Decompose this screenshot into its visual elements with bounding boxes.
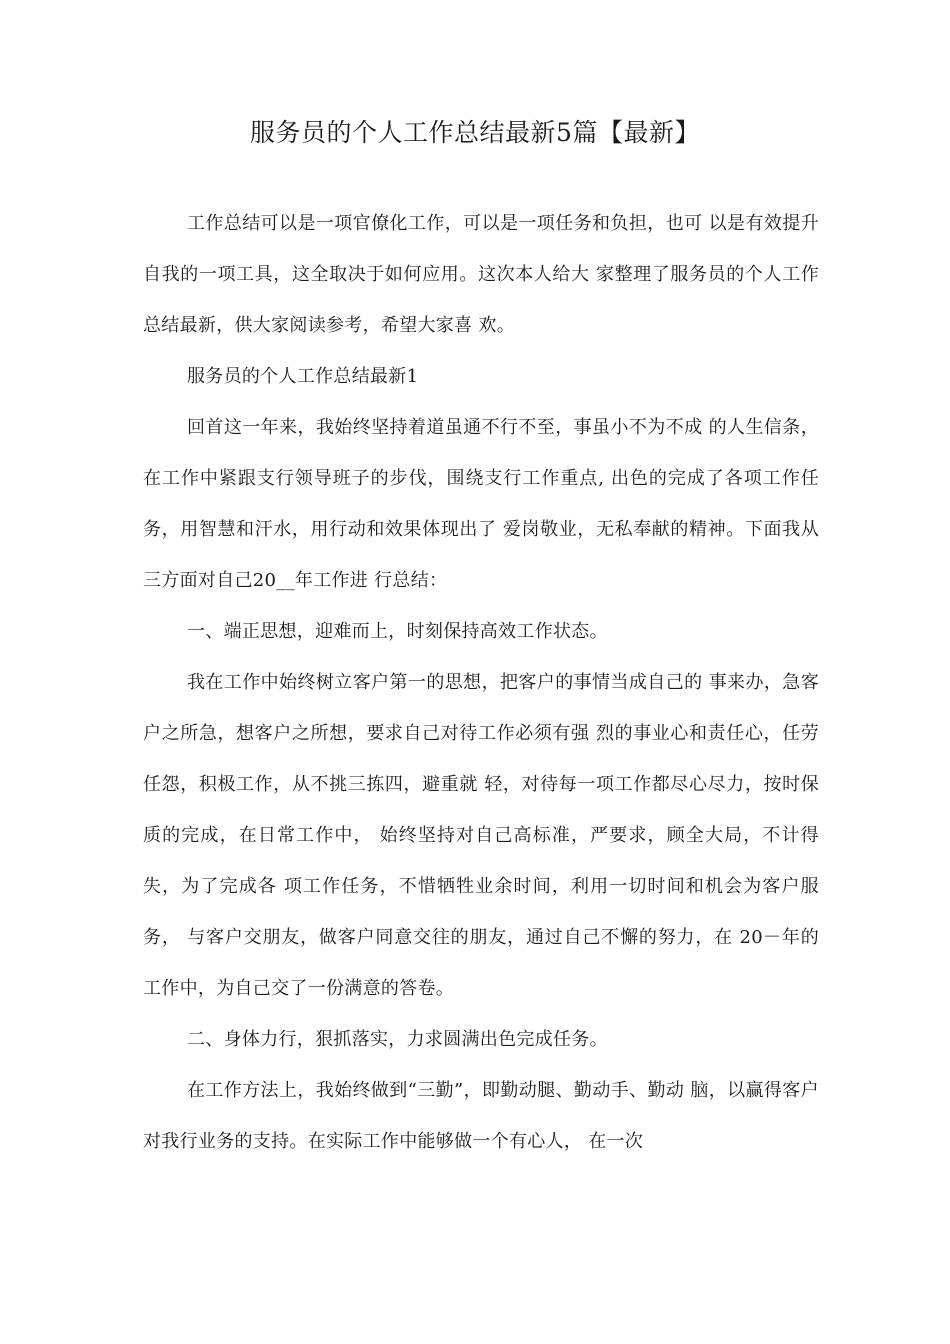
document-body (143, 198, 819, 1167)
section-heading-1: 服务员的个人工作总结最新1 (187, 366, 419, 387)
body-paragraph: 我在工作中始终树立客户第一的思想，把客户的事情当成自己的 事来办，急客户之所急，想客户之所想，要求自己对待工作必须有强 烈的事业心和责任心，任劳任怨，积极工作，从不挑三拣四，避重就 轻，对待每一项工作都尽心尽力，按时保质的完成，在日常工作中， 始终坚持对自己高标准，严要求，顾全大局，不计得失，为了完成各 项工作任务，不惜牺牲业余时间，利用一切时间和机会为客户服务， 与客户交朋友，做客户同意交往的朋友，通过自己不懈的努力，在 20－年的工作中，为自己交了一份满意的答卷。 (143, 672, 819, 999)
subheading-2: 二、身体力行，狠抓落实，力求圆满出色完成任务。 (187, 1029, 608, 1050)
subheading-1: 一、端正思想，迎难而上，时刻保持高效工作状态。 (187, 621, 608, 642)
body-paragraph: 在工作方法上，我始终做到“三勤”，即勤动腿、勤动手、勤动 脑，以赢得客户对我行业务的支持。在实际工作中能够做一个有心人， 在一次 (143, 1080, 819, 1152)
document-title: 服务员的个人工作总结最新5篇【最新】 (250, 118, 700, 147)
intro-paragraph: 工作总结可以是一项官僚化工作，可以是一项任务和负担，也可 以是有效提升自我的一项工具，这全取决于如何应用。这次本人给大 家整理了服务员的个人工作总结最新，供大家阅读参考，希望大家喜 欢。 (143, 213, 819, 336)
body-paragraph: 回首这一年来，我始终坚持着道虽通不行不至，事虽小不为不成 的人生信条，在工作中紧跟支行领导班子的步伐，围绕支行工作重点, 出色的完成了各项工作任务，用智慧和汗水，用行动和效果体现出了 爱岗敬业，无私奉献的精神。下面我从三方面对自己20__年工作进 行总结： (143, 417, 819, 591)
